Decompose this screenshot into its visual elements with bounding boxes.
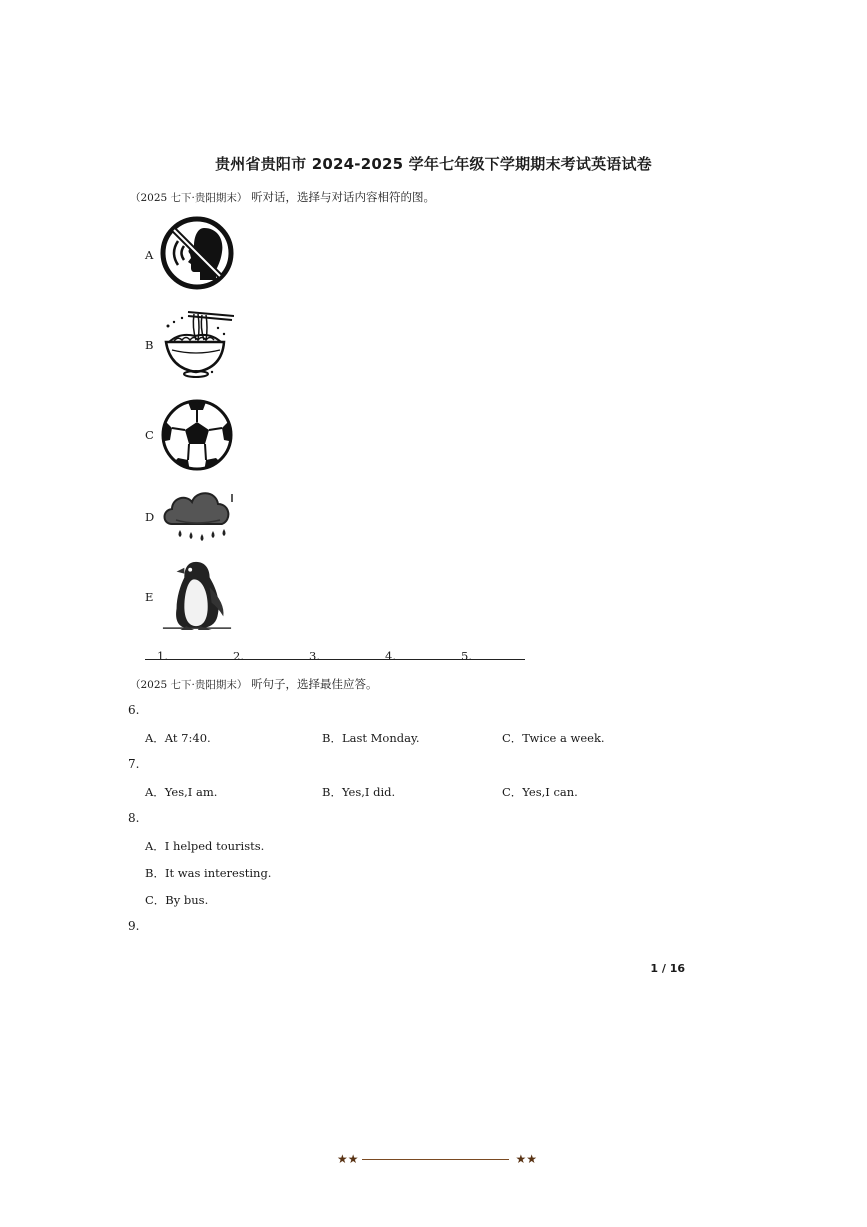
blank-4[interactable]: 4. (385, 649, 396, 663)
section2-instruction: 听句子，选择最佳应答。 (251, 677, 378, 691)
blank-5[interactable]: 5. (461, 649, 472, 663)
question-7-choice-c[interactable]: C．Yes,I can. (502, 785, 578, 799)
question-9-number: 9. (128, 919, 140, 933)
question-8-choice-a[interactable]: A．I helped tourists. (145, 839, 265, 853)
page-title: 贵州省贵阳市 2024-2025 学年七年级下学期期末考试英语试卷 (215, 155, 652, 173)
blank-2[interactable]: 2. (233, 649, 244, 663)
section2-tag: （2025 七下·贵阳期末） (130, 679, 248, 691)
section1-instruction: 听对话，选择与对话内容相符的图。 (251, 190, 436, 204)
rain-cloud-icon (160, 480, 234, 554)
soccer-ball-icon (160, 398, 234, 472)
question-8-choice-c[interactable]: C．By bus. (145, 893, 209, 907)
answer-underline (145, 659, 525, 660)
option-e-letter: E (145, 590, 154, 604)
section1-tag: （2025 七下·贵阳期末） (130, 192, 248, 204)
footer-left-stars: ★★ (337, 1152, 359, 1166)
question-6-choice-a[interactable]: A．At 7:40. (145, 731, 211, 745)
question-8-number: 8. (128, 811, 140, 825)
question-7-choice-b[interactable]: B．Yes,I did. (322, 785, 396, 799)
question-7-number: 7. (128, 757, 140, 771)
question-6-number: 6. (128, 703, 140, 717)
option-c-letter: C (145, 428, 154, 442)
footer-right-stars: ★★ (515, 1152, 537, 1166)
question-6-choice-b[interactable]: B．Last Monday. (322, 731, 420, 745)
footer-divider (362, 1159, 509, 1160)
question-7-choice-a[interactable]: A．Yes,I am. (145, 785, 218, 799)
noodle-bowl-icon (160, 306, 234, 380)
penguin-icon (160, 558, 234, 632)
option-d-letter: D (145, 510, 155, 524)
blank-3[interactable]: 3. (309, 649, 320, 663)
question-8-choice-b[interactable]: B．It was interesting. (145, 866, 272, 880)
section1-header (130, 189, 435, 205)
question-6-choice-c[interactable]: C．Twice a week. (502, 731, 605, 745)
no-speaking-icon (160, 216, 234, 290)
blank-1[interactable]: 1. (157, 649, 168, 663)
option-b-letter: B (145, 338, 154, 352)
option-a-letter: A (145, 248, 154, 262)
footer-ornament (337, 1150, 537, 1170)
page-number: 1 / 16 (650, 962, 685, 975)
section2-header (130, 676, 378, 692)
